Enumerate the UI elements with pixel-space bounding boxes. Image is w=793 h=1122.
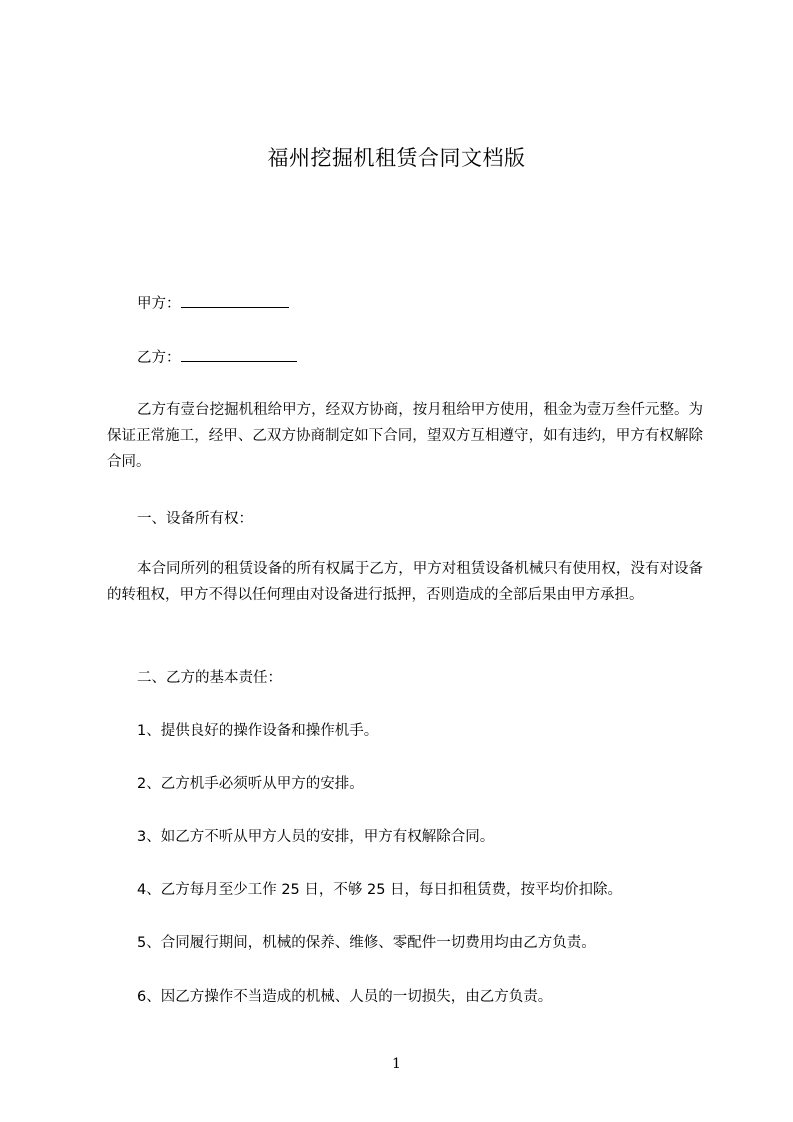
section2-heading: 二、乙方的基本责任：: [137, 670, 282, 686]
list-item: 1、提供良好的操作设备和操作机手。: [137, 723, 379, 739]
party-a-label: 甲方：: [137, 296, 181, 312]
party-b-blank: [181, 349, 297, 362]
list-item: 4、乙方每月至少工作 25 日，不够 25 日，每日扣租赁费，按平均价扣除。: [137, 882, 623, 898]
intro-paragraph: 乙方有壹台挖掘机租给甲方，经双方协商，按月租给甲方使用，租金为壹万叁仟元整。为保证正常施工，经甲、乙双方协商制定如下合同，望双方互相遵守，如有违约，甲方有权解除合同。: [107, 402, 703, 470]
section1-heading: 一、设备所有权：: [137, 511, 253, 527]
list-item: 3、如乙方不听从甲方人员的安排，甲方有权解除合同。: [137, 829, 495, 845]
section1-body: 本合同所列的租赁设备的所有权属于乙方，甲方对租赁设备机械只有使用权，没有对设备的转租权，甲方不得以任何理由对设备进行抵押，否则造成的全部后果由甲方承担。: [107, 561, 703, 603]
party-b-line: [137, 346, 297, 367]
list-item: 5、合同履行期间，机械的保养、维修、零配件一切费用均由乙方负责。: [137, 935, 596, 951]
page-number: 1: [392, 1056, 401, 1072]
party-a-blank: [181, 295, 289, 308]
party-a-line: [137, 292, 289, 313]
list-item: 2、乙方机手必须听从甲方的安排。: [137, 776, 364, 792]
document-title: 福州挖掘机租赁合同文档版: [267, 146, 526, 170]
party-b-label: 乙方：: [137, 350, 181, 366]
list-item: 6、因乙方操作不当造成的机械、人员的一切损失，由乙方负责。: [137, 989, 553, 1005]
